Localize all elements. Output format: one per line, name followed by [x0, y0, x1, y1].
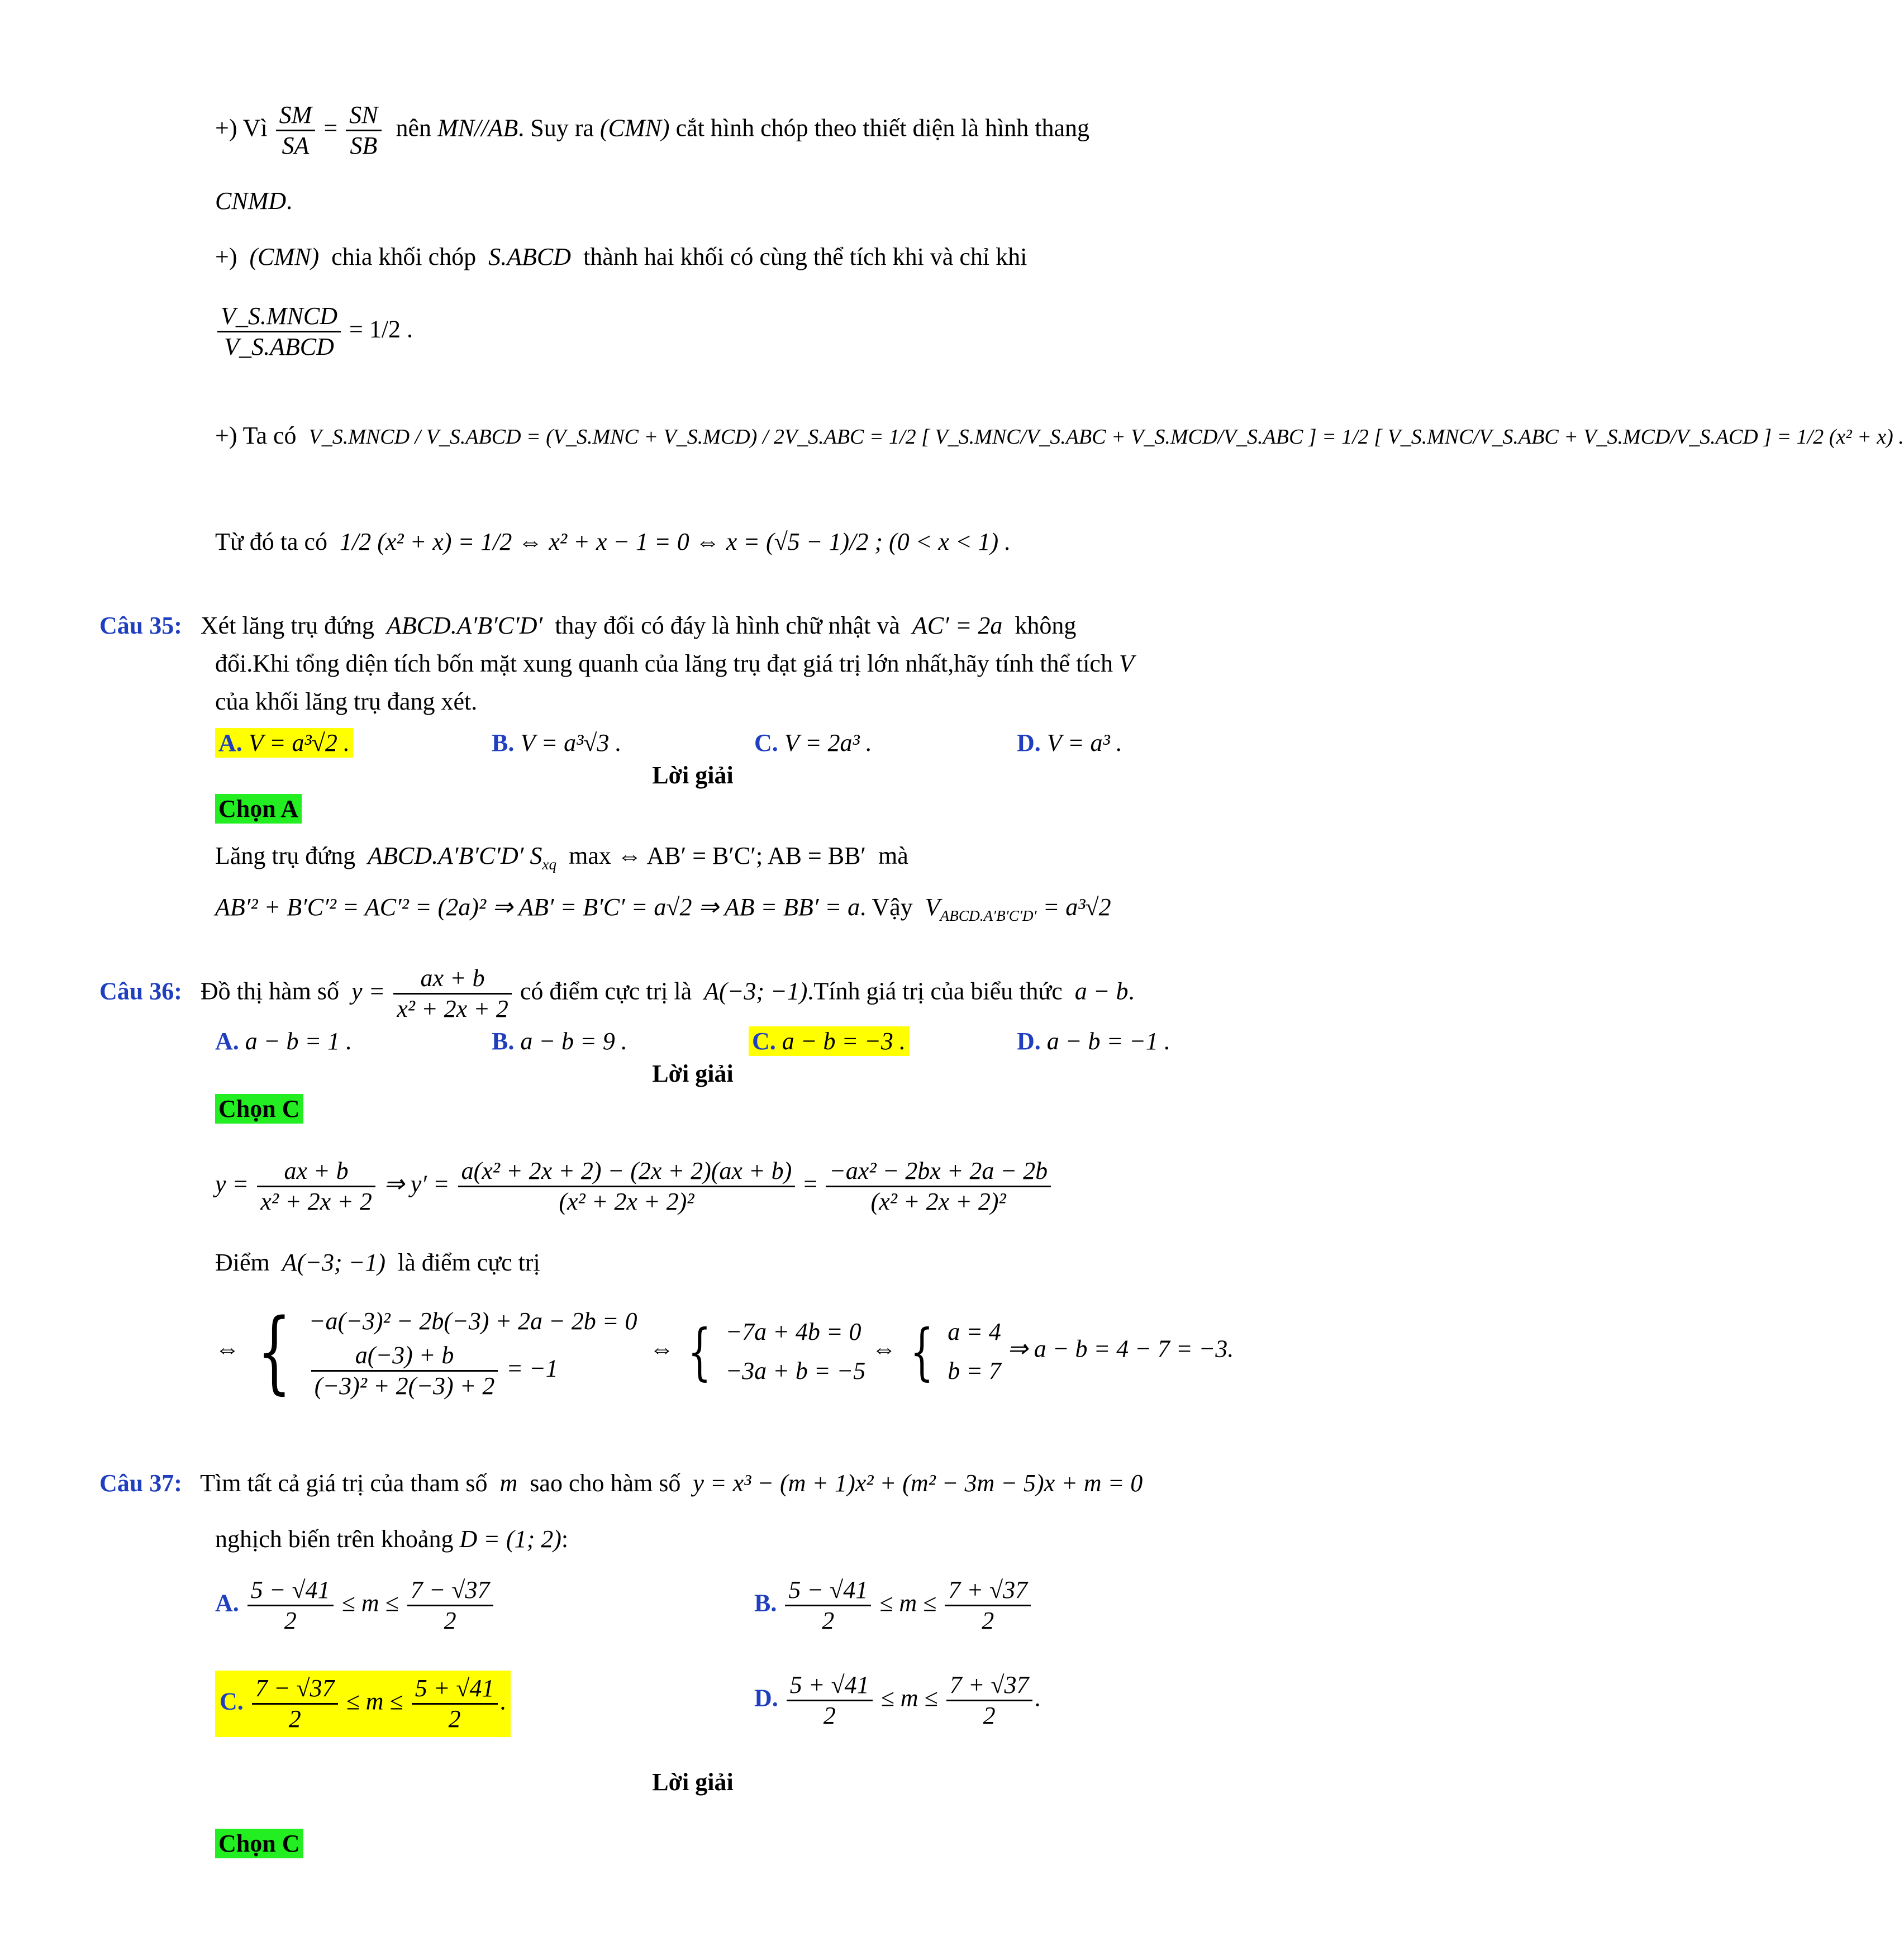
q36-condition: Điểm A(−3; −1) là điểm cực trị — [215, 1249, 540, 1276]
q35-stem-line3: của khối lăng trụ đang xét. — [215, 688, 478, 715]
sol34-line1: +) Vì $\frac{SM}{SA}$ = $\frac{SN}{SB}$ nên MN//AB. Suy ra (CMN) cắt hình chóp theo thiết diện là hình thang — [215, 101, 1090, 159]
q37-solution-title: Lời giải — [652, 1768, 734, 1796]
q36-option-c[interactable]: C. a − b = −3 . — [749, 1025, 909, 1058]
q37-option-b[interactable]: B. $\frac{5 - √41}{2}$ ≤ m ≤ $\frac{7 + √37}{2}$ — [754, 1576, 1033, 1635]
q37-stem-line2: nghịch biến trên khoảng D = (1; 2): — [215, 1525, 569, 1553]
q35-option-d[interactable]: D. V = a³ . — [1017, 729, 1122, 757]
sol34-line3: +) (CMN) chia khối chóp S.ABCD thành hai khối có cùng thể tích khi và chỉ khi — [215, 243, 1027, 270]
q36-stem: Câu 36: Đồ thị hàm số y = $\frac{ax + b}{\text{x² + 2x + 2}}$ có điểm cực trị là A(−3; −1).Tính giá trị của biểu thức a − b. — [99, 964, 1135, 1022]
q37-stem-line1: Câu 37: Tìm tất cả giá trị của tham số m sao cho hàm số y = x³ − (m + 1)x² + (m² − 3m − 5)x + m = 0 — [99, 1469, 1143, 1497]
q35-option-b[interactable]: B. V = a³√3 . — [492, 729, 622, 757]
q37-choice: Chọn C — [215, 1827, 303, 1861]
sol34-line5: +) Ta có V_S.MNCD / V_S.ABCD = (V_S.MNC + V_S.MCD) / 2V_S.ABC = 1/2 [ V_S.MNC/V_S.ABC + V_S.MCD/V_S.ABC ] = 1/2 [ V_S.MNC/V_S.ABC + V_S.MCD/V_S.ACD ] = 1/2 (x² + x) . — [215, 422, 1904, 449]
q37-option-d[interactable]: D. $\frac{5 + √41}{2}$ ≤ m ≤ $\frac{7 + √37}{2}$ . — [754, 1671, 1041, 1729]
q35-sol-line2: AB′² + B′C′² = AC′² = (2a)² ⇒ AB′ = B′C′ = a√2 ⇒ AB = BB′ = a. Vậy $V_{ABCD.A'B'C'D'} = a^3√2$ — [215, 893, 1111, 924]
q35-solution-title: Lời giải — [652, 762, 734, 789]
sol34-line2: CNMD. — [215, 187, 293, 215]
q35-choice: Chọn A — [215, 792, 302, 826]
q36-derivative: y = $\frac{ax + b}{\text{x² + 2x + 2}}$ ⇒ y′ = $\frac{\text{a(x² + 2x + 2) − (2x + 2)(ax + b)}}{\text{(x² + 2x + 2)²}}$ = $\frac{\text{−ax² − 2bx + 2a − 2b}}{\text{(x² + 2x + 2)²}}$ — [215, 1157, 1053, 1216]
q35-stem-line1: Câu 35: Xét lăng trụ đứng ABCD.A′B′C′D′ thay đổi có đáy là hình chữ nhật và AC′ = 2a không — [99, 612, 1077, 639]
q35-option-c[interactable]: C. V = 2a³ . — [754, 729, 872, 757]
q35-option-a[interactable]: A. V = a³√2 . — [215, 726, 353, 760]
q36-solution-title: Lời giải — [652, 1060, 734, 1087]
q36-option-b[interactable]: B. a − b = 9 . — [492, 1027, 627, 1055]
q36-option-d[interactable]: D. a − b = −1 . — [1017, 1027, 1170, 1055]
sol34-line4: $\frac{\text{V\_S.MNCD}}{\text{V\_S.ABCD}}$ = 1/2 . — [215, 302, 413, 361]
q36-option-a[interactable]: A. a − b = 1 . — [215, 1027, 353, 1055]
q35-sol-line1: Lăng trụ đứng ABCD.A′B′C′D′ $S_{xq}$ max ⇔ AB′ = B′C′; AB = BB′ mà — [215, 842, 908, 873]
q37-option-a[interactable]: A. $\frac{5 - √41}{2}$ ≤ m ≤ $\frac{7 - √37}{2}$ — [215, 1576, 496, 1635]
q37-option-c[interactable]: C. $\frac{7 - √37}{2}$ ≤ m ≤ $\frac{5 + √41}{2}$ . — [215, 1671, 511, 1737]
q36-systems: ⇔ { −a(−3)² − 2b(−3) + 2a − 2b = 0 $\frac{a(-3) + b}{\text{(−3)² + 2(−3) + 2}}$ = −1 ⇔ { −7a + 4b = 0 −3a + b = −5 ⇔ { a = 4 b = 7 ⇒ a − b = 4 − 7 = −3. — [215, 1298, 1234, 1404]
q35-stem-line2: đổi.Khi tổng diện tích bốn mặt xung quanh của lăng trụ đạt giá trị lớn nhất,hãy tính thể tích V — [215, 650, 1134, 677]
q36-choice: Chọn C — [215, 1092, 303, 1126]
sol34-line6: Từ đó ta có 1/2 (x² + x) = 1/2 ⇔ x² + x − 1 = 0 ⇔ x = (√5 − 1)/2 ; (0 < x < 1) . — [215, 528, 1011, 555]
